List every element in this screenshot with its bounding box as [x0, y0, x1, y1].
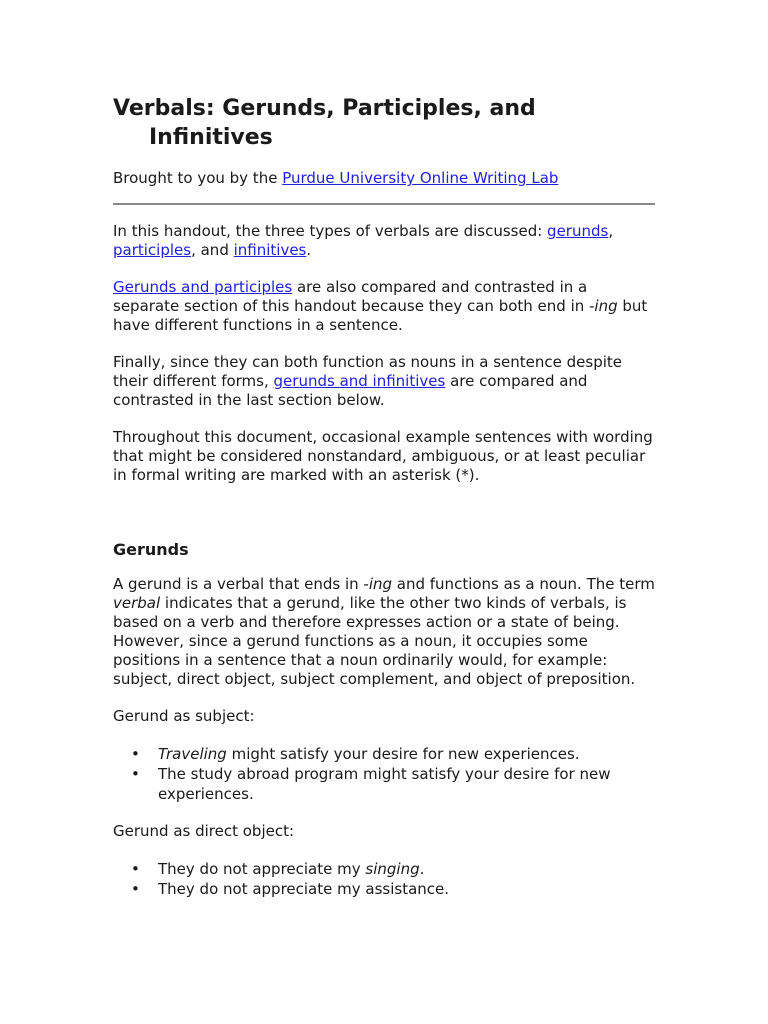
title-line-2: Infinitives	[149, 125, 273, 150]
intro-text: but have different functions in a sentence.	[113, 297, 648, 334]
gerunds-link[interactable]: gerunds	[547, 222, 609, 240]
owl-link[interactable]: Purdue University Online Writing Lab	[282, 169, 559, 187]
gerunds-and-infinitives-link[interactable]: gerunds and infinitives	[273, 372, 446, 390]
byline-prefix: Brought to you by the	[113, 169, 283, 187]
intro-text: In this handout, the three types of verbals are discussed:	[113, 222, 548, 240]
ing-suffix: -ing	[363, 575, 393, 593]
participles-link[interactable]: participles	[113, 241, 192, 259]
gerund-object-label: Gerund as direct object:	[113, 822, 295, 840]
definition-text: A gerund is a verbal that ends in	[113, 575, 364, 593]
object-example-list	[113, 859, 658, 899]
bullet-icon: •	[131, 880, 140, 898]
intro-paragraph-4: Throughout this document, occasional example sentences with wording that might be considered nonstandard, ambiguous, or at least peculiar in formal writing are marked with an asterisk (*).	[113, 428, 653, 484]
bullet-icon: •	[131, 745, 140, 763]
byline	[113, 169, 658, 188]
intro-paragraph-3	[113, 353, 658, 410]
intro-text: , and	[191, 241, 234, 259]
gerund-subject-label: Gerund as subject:	[113, 707, 255, 725]
document-content	[113, 94, 658, 899]
definition-text: indicates that a gerund, like the other two kinds of verbals, is based on a verb and therefore expresses action or a state of being. However, since a gerund functions as a noun, it occupies some positions in a sentence that a noun ordinarily would, for example: subject, direct object, subject complement, and object of preposition.	[113, 594, 636, 688]
list-item	[113, 744, 658, 764]
intro-text: Finally, since they can both function as nouns in a sentence despite their different forms,	[113, 353, 622, 390]
example-gerund: Traveling	[158, 745, 227, 763]
intro-text: are also compared and contrasted in a separate section of this handout because they can both end in	[113, 278, 590, 315]
list-item	[113, 859, 658, 879]
example-gerund: singing	[365, 860, 420, 878]
example-text: might satisfy your desire for new experiences.	[226, 745, 580, 763]
subject-example-list	[113, 744, 658, 804]
page-title	[113, 94, 658, 152]
list-item	[113, 764, 658, 804]
example-text: They do not appreciate my assistance.	[158, 880, 450, 898]
example-text: The study abroad program might satisfy your desire for new experiences.	[158, 765, 611, 803]
gerunds-heading: Gerunds	[113, 540, 189, 559]
intro-text: ,	[608, 222, 614, 240]
bullet-icon: •	[131, 860, 140, 878]
gerund-definition	[113, 575, 658, 689]
ing-suffix: -ing	[589, 297, 618, 315]
example-text: .	[419, 860, 425, 878]
list-item	[113, 879, 658, 899]
example-text: They do not appreciate my	[158, 860, 366, 878]
infinitives-link[interactable]: infinitives	[233, 241, 307, 259]
intro-text: are compared and contrasted in the last section below.	[113, 372, 588, 409]
verbal-term: verbal	[113, 594, 161, 612]
title-line-1: Verbals: Gerunds, Participles, and	[113, 96, 536, 121]
divider	[113, 203, 655, 205]
intro-paragraph-1	[113, 222, 658, 260]
gerunds-and-participles-link[interactable]: Gerunds and participles	[113, 278, 293, 296]
definition-text: and functions as a noun. The term	[392, 575, 655, 593]
bullet-icon: •	[131, 765, 140, 783]
intro-text: .	[306, 241, 312, 259]
intro-paragraph-2	[113, 278, 658, 335]
